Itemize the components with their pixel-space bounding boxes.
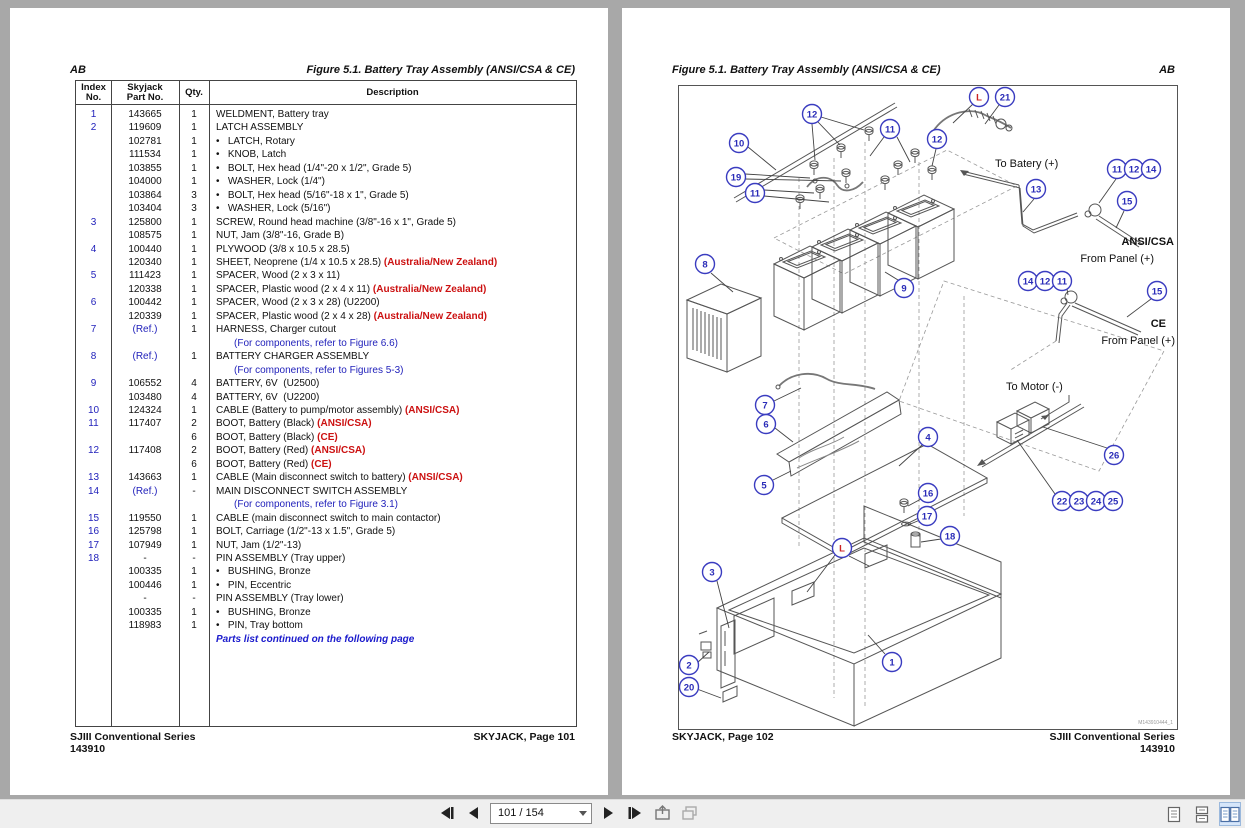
callout-L xyxy=(833,539,852,558)
first-page-button[interactable] xyxy=(436,802,458,824)
callout-5 xyxy=(755,476,774,495)
table-row: 5 111423 1 SPACER, Wood (2 x 3 x 11) xyxy=(90,270,340,282)
callout-10 xyxy=(730,134,749,153)
svg-text:22: 22 xyxy=(1056,496,1068,508)
previous-page-button[interactable] xyxy=(463,802,485,824)
svg-text:10: 10 xyxy=(733,138,745,150)
svg-text:20: 20 xyxy=(683,682,695,694)
figure-title: Figure 5.1. Battery Tray Assembly (ANSI/CSA & CE) xyxy=(672,64,941,76)
callout-14 xyxy=(1142,160,1161,179)
svg-text:7: 7 xyxy=(762,400,768,412)
svg-text:4: 4 xyxy=(925,432,931,444)
page-header-code: AB xyxy=(1159,64,1175,76)
table-row: 120339 1 SPACER, Plastic wood (2 x 4 x 28) (Australia/New Zealand) xyxy=(128,310,488,322)
page-layout-modes xyxy=(1163,802,1241,826)
table-row: 10 124324 1 CABLE (Battery to pump/motor assembly) (ANSI/CSA) xyxy=(87,404,460,416)
svg-text:12: 12 xyxy=(931,134,943,146)
table-row: 120338 1 SPACER, Plastic wood (2 x 4 x 11) (Australia/New Zealand) xyxy=(128,283,487,295)
callout-14 xyxy=(1019,272,1038,291)
battery-cable xyxy=(807,178,863,191)
svg-text:8: 8 xyxy=(702,259,708,271)
duplicate-view-button[interactable] xyxy=(678,802,700,824)
table-row: 103864 3 • BOLT, Hex head (5/16"-18 x 1", Grade 5) xyxy=(128,189,409,201)
manual-page-101 xyxy=(10,8,608,795)
exploded-diagram xyxy=(678,85,1178,730)
continuous-view-icon xyxy=(1195,806,1209,823)
svg-text:11: 11 xyxy=(1111,164,1123,176)
dashed-guides xyxy=(774,142,1164,708)
svg-text:2: 2 xyxy=(686,660,692,672)
header-part: Skyjack Part No. xyxy=(126,81,164,103)
callout-11 xyxy=(1053,272,1072,291)
last-page-icon xyxy=(627,806,643,820)
svg-text:11: 11 xyxy=(1056,276,1068,288)
table-row: 3 125800 1 SCREW, Round head machine (3/8"-16 x 1", Grade 5) xyxy=(90,216,456,228)
svg-text:1: 1 xyxy=(889,657,895,669)
new-tab-button[interactable] xyxy=(651,802,673,824)
svg-text:12: 12 xyxy=(1039,276,1051,288)
svg-text:L: L xyxy=(976,92,982,104)
table-row: 6 BOOT, Battery (Black) (CE) xyxy=(191,431,338,443)
table-row: 8 (Ref.) 1 BATTERY CHARGER ASSEMBLY (For components, refer to Figures 5-3) xyxy=(90,351,404,376)
callout-9 xyxy=(895,279,914,298)
table-row: 1 143665 1 WELDMENT, Battery tray xyxy=(90,109,329,120)
callout-12 xyxy=(1036,272,1055,291)
table-row: 11 117407 2 BOOT, Battery (Black) (ANSI/CSA) xyxy=(88,418,372,430)
svg-text:11: 11 xyxy=(884,124,896,136)
callout-15 xyxy=(1118,192,1137,211)
header-qty: Qty. xyxy=(185,86,203,98)
table-row: 100446 1 • PIN, Eccentric xyxy=(128,579,292,591)
duplicate-view-icon xyxy=(681,805,698,821)
carriage-bolt-pin xyxy=(900,499,920,547)
disconnect-switches xyxy=(977,395,1084,467)
facing-pages-view-icon xyxy=(1220,806,1240,823)
svg-text:9: 9 xyxy=(901,283,907,295)
wood-spacer xyxy=(777,392,901,476)
table-row: 6 BOOT, Battery (Red) (CE) xyxy=(191,458,332,470)
table-row: 108575 1 NUT, Jam (3/8"-16, Grade B) xyxy=(128,230,345,242)
single-page-view-icon xyxy=(1167,806,1181,823)
continuous-view-button[interactable] xyxy=(1191,802,1213,826)
svg-text:11: 11 xyxy=(749,188,761,200)
callout-7 xyxy=(756,396,775,415)
callout-6 xyxy=(757,415,776,434)
svg-text:25: 25 xyxy=(1107,496,1119,508)
callout-3 xyxy=(703,563,722,582)
table-row: 17 107949 1 NUT, Jam (1/2"-13) xyxy=(87,539,302,551)
callout-11 xyxy=(1108,160,1127,179)
diagram-label: From Panel (+) xyxy=(1101,335,1175,347)
diagram-label: To Motor (-) xyxy=(1006,381,1063,393)
table-row: 15 119550 1 CABLE (main disconnect switch to main contactor) xyxy=(87,512,441,524)
callout-21 xyxy=(996,88,1015,107)
svg-text:18: 18 xyxy=(944,531,956,543)
viewer-toolbar xyxy=(0,799,1245,828)
callout-15 xyxy=(1148,282,1167,301)
diagram-label: ANSI/CSA xyxy=(1121,236,1174,248)
callout-4 xyxy=(919,428,938,447)
svg-text:19: 19 xyxy=(730,172,742,184)
callout-2 xyxy=(680,656,699,675)
table-row: 6 100442 1 SPACER, Wood (2 x 3 x 28) (U2200) xyxy=(90,297,380,309)
svg-text:15: 15 xyxy=(1151,286,1163,298)
footer-series: SJIII Conventional Series 143910 xyxy=(70,731,196,755)
table-header-row xyxy=(76,81,576,105)
table-row: 18 - - PIN ASSEMBLY (Tray upper) xyxy=(87,552,346,564)
new-tab-icon xyxy=(654,805,671,821)
callout-26 xyxy=(1105,446,1124,465)
svg-text:12: 12 xyxy=(1128,164,1140,176)
cable-guard xyxy=(934,109,1012,131)
svg-text:5: 5 xyxy=(761,480,767,492)
page-number-input[interactable] xyxy=(491,807,576,819)
callout-11 xyxy=(881,120,900,139)
charger-harness xyxy=(776,374,875,389)
svg-text:14: 14 xyxy=(1145,164,1157,176)
callout-13 xyxy=(1027,180,1046,199)
single-page-view-button[interactable] xyxy=(1163,802,1185,826)
svg-text:26: 26 xyxy=(1108,450,1120,462)
callout-12 xyxy=(1125,160,1144,179)
svg-text:3: 3 xyxy=(709,567,715,579)
svg-text:24: 24 xyxy=(1090,496,1102,508)
table-row: 100335 1 • BUSHING, Bronze xyxy=(128,606,311,618)
table-row: 120340 1 SHEET, Neoprene (1/4 x 10.5 x 28.5) (Australia/New Zealand) xyxy=(128,256,498,268)
callout-20 xyxy=(680,678,699,697)
diagram-label: CE xyxy=(1150,318,1166,330)
table-row: 103480 4 BATTERY, 6V (U2200) xyxy=(128,391,320,403)
svg-text:15: 15 xyxy=(1121,196,1133,208)
svg-text:17: 17 xyxy=(921,511,933,523)
table-row: 12 117408 2 BOOT, Battery (Red) (ANSI/CSA) xyxy=(87,445,366,457)
callout-23 xyxy=(1070,492,1089,511)
callout-25 xyxy=(1104,492,1123,511)
table-body xyxy=(76,105,576,646)
svg-text:16: 16 xyxy=(922,488,934,500)
next-page-icon xyxy=(602,806,614,820)
svg-text:L: L xyxy=(839,543,845,555)
drawing-number: M143910444_1 xyxy=(1138,720,1173,726)
first-page-icon xyxy=(439,806,455,820)
table-row: 103404 3 • WASHER, Lock (5/16") xyxy=(128,203,331,215)
table-row: 104000 1 • WASHER, Lock (1/4") xyxy=(128,176,325,188)
callout-17 xyxy=(918,507,937,526)
callout-1 xyxy=(883,653,902,672)
table-row: 9 106552 4 BATTERY, 6V (U2500) xyxy=(90,378,320,390)
callout-12 xyxy=(928,130,947,149)
callout-22 xyxy=(1053,492,1072,511)
table-row: Parts list continued on the following page xyxy=(216,633,415,645)
table-row: 13 143663 1 CABLE (Main disconnect switch to battery) (ANSI/CSA) xyxy=(87,472,463,484)
battery-tray-diagram xyxy=(679,86,1177,729)
callout-12 xyxy=(803,105,822,124)
svg-text:23: 23 xyxy=(1073,496,1085,508)
table-row: 103855 1 • BOLT, Hex head (1/4"-20 x 1/2", Grade 5) xyxy=(128,162,412,174)
footer-series: SJIII Conventional Series 143910 xyxy=(1049,731,1175,755)
latch-parts xyxy=(699,620,737,702)
svg-text:14: 14 xyxy=(1022,276,1034,288)
footer-page-number: SKYJACK, Page 101 xyxy=(473,731,575,743)
svg-text:21: 21 xyxy=(999,92,1011,104)
table-row: 16 125798 1 BOLT, Carriage (1/2"-13 x 1.5", Grade 5) xyxy=(87,526,396,538)
last-page-button[interactable] xyxy=(624,802,646,824)
table-row: 100335 1 • BUSHING, Bronze xyxy=(128,566,311,578)
table-row: 14 (Ref.) - MAIN DISCONNECT SWITCH ASSEMBLY (For components, refer to Figure 3.1) xyxy=(87,485,408,511)
table-row: 118983 1 • PIN, Tray bottom xyxy=(128,620,303,632)
previous-page-icon xyxy=(468,806,480,820)
page-header-code: AB xyxy=(70,64,86,76)
callout-L xyxy=(970,88,989,107)
callout-11 xyxy=(746,184,765,203)
facing-pages-view-button[interactable] xyxy=(1219,802,1241,826)
batteries xyxy=(774,195,954,330)
table-row: 111534 1 • KNOB, Latch xyxy=(129,149,287,161)
diagram-label: From Panel (+) xyxy=(1080,253,1154,265)
battery-charger xyxy=(687,284,761,372)
table-row: 7 (Ref.) 1 HARNESS, Charger cutout (For components, refer to Figure 6.6) xyxy=(90,324,398,349)
figure-title: Figure 5.1. Battery Tray Assembly (ANSI/CSA & CE) xyxy=(306,64,575,76)
callout-18 xyxy=(941,527,960,546)
callout-24 xyxy=(1087,492,1106,511)
footer-page-number: SKYJACK, Page 102 xyxy=(672,731,774,743)
table-row: 102781 1 • LATCH, Rotary xyxy=(128,135,295,147)
table-row: 4 100440 1 PLYWOOD (3/8 x 10.5 x 28.5) xyxy=(90,243,350,255)
table-row: - - PIN ASSEMBLY (Tray lower) xyxy=(143,593,344,605)
callout-19 xyxy=(727,168,746,187)
callout-16 xyxy=(919,484,938,503)
svg-text:12: 12 xyxy=(806,109,818,121)
next-page-button[interactable] xyxy=(597,802,619,824)
svg-text:13: 13 xyxy=(1030,184,1042,196)
page-number-box xyxy=(490,803,592,824)
header-description: Description xyxy=(366,86,419,98)
page-list-caret-icon[interactable] xyxy=(579,811,587,816)
header-index: Index No. xyxy=(81,81,106,103)
table-row: 2 119609 1 LATCH ASSEMBLY xyxy=(90,122,304,134)
manual-page-102 xyxy=(622,8,1230,795)
page-navigation xyxy=(436,802,700,824)
diagram-label: To Batery (+) xyxy=(995,158,1059,170)
bolts xyxy=(796,127,936,209)
svg-text:6: 6 xyxy=(763,419,769,431)
parts-table xyxy=(75,80,577,727)
callout-8 xyxy=(696,255,715,274)
